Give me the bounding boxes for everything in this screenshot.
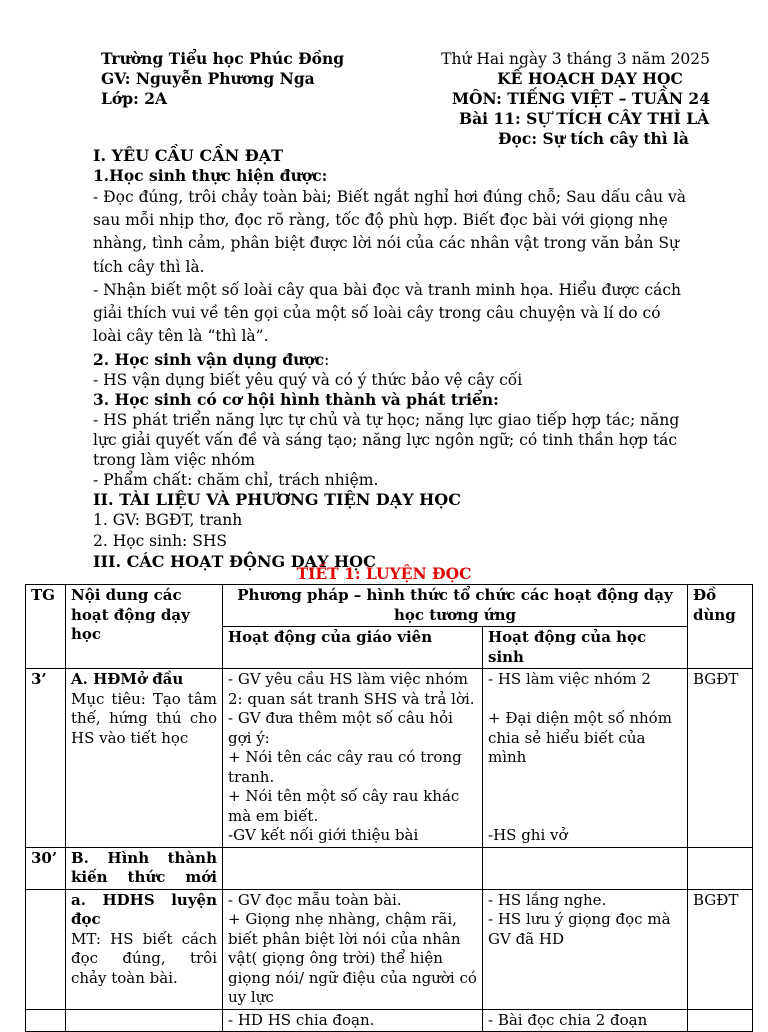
section-1-sub2 xyxy=(93,350,688,370)
plan-subject: MÔN: TIẾNG VIỆT – TUẦN 24 xyxy=(451,89,710,108)
row1-tg: 3’ xyxy=(26,669,66,848)
row2-student xyxy=(483,847,688,889)
school-name: Trường Tiểu học Phúc Đồng xyxy=(101,49,345,68)
row1-student-3: -HS ghi vở xyxy=(488,826,568,844)
plan-title: KẾ HOẠCH DẠY HỌC xyxy=(497,69,683,88)
row1-student-1: - HS làm việc nhóm 2 xyxy=(488,670,651,688)
row1-content xyxy=(66,669,223,848)
row4-content xyxy=(66,1009,223,1032)
col-content: Nội dung các hoạt động dạy học xyxy=(66,585,223,669)
section-3-title: III. CÁC HOẠT ĐỘNG DẠY HỌC xyxy=(93,552,376,572)
row3-student xyxy=(483,889,688,1009)
plan-lesson: Bài 11: SỰ TÍCH CÂY THÌ LÀ xyxy=(459,109,710,128)
col-method: Phương pháp – hình thức tổ chức các hoạt động dạy học tương ứng xyxy=(223,585,688,627)
section-1-sub3: 3. Học sinh có cơ hội hình thành và phát triển: xyxy=(93,390,499,410)
spacer xyxy=(488,807,682,827)
tiet-heading: TIẾT 1: LUYỆN ĐỌC xyxy=(296,564,472,583)
table-row xyxy=(26,669,753,848)
section-1-p3: - HS vận dụng biết yêu quý và có ý thức bảo vệ cây cối xyxy=(93,371,523,390)
row3-teacher-2: + Giọng nhẹ nhàng, chậm rãi, biết phân biệt lời nói của nhân vật( giọng ông trời) thể hiện giọng nói/ ngữ điệu của người có uy lực xyxy=(228,910,477,1006)
section-2-item2: 2. Học sinh: SHS xyxy=(93,532,227,551)
section-2-title: II. TÀI LIỆU VÀ PHƯƠNG TIỆN DẠY HỌC xyxy=(93,490,461,510)
table-row xyxy=(26,889,753,1009)
row3-content xyxy=(66,889,223,1009)
col-tg: TG xyxy=(26,585,66,669)
section-2-item1: 1. GV: BGĐT, tranh xyxy=(93,511,243,530)
row3-tools: BGĐT xyxy=(688,889,753,1009)
section-1-title: I. YÊU CẦU CẦN ĐẠT xyxy=(93,146,284,165)
section-1-sub1: 1.Học sinh thực hiện được: xyxy=(93,166,328,185)
table-row xyxy=(26,847,753,889)
row1-teacher-3: + Nói tên các cây rau có trong tranh. xyxy=(228,748,462,786)
spacer xyxy=(488,768,682,788)
table-row xyxy=(26,1009,753,1032)
activity-table xyxy=(25,584,753,1032)
row2-tools xyxy=(688,847,753,889)
row1-student-2: + Đại diện một số nhóm chia sẻ hiểu biết của mình xyxy=(488,709,672,766)
section-1-sub2-label: 2. Học sinh vận dụng được xyxy=(93,350,325,370)
row4-tg xyxy=(26,1009,66,1032)
row3-goal: MT: HS biết cách đọc đúng, trôi chảy toàn bài. xyxy=(71,929,217,987)
row1-tools: BGĐT xyxy=(688,669,753,848)
spacer xyxy=(488,690,682,710)
row3-tg xyxy=(26,889,66,1009)
row1-teacher-1: - GV yêu cầu HS làm việc nhóm 2: quan sát tranh SHS và trả lời. xyxy=(228,670,475,708)
row3-student-1: - HS lắng nghe. xyxy=(488,890,607,909)
row1-teacher-2: - GV đưa thêm một số câu hỏi gợi ý: xyxy=(228,709,453,747)
row2-teacher xyxy=(223,847,483,889)
section-1-p4: - HS phát triển năng lực tự chủ và tự học; năng lực giao tiếp hợp tác; năng lực giải quyết vấn đề và sáng tạo; năng lực ngôn ngữ; có tinh thần hợp tác trong làm việc nhóm xyxy=(93,411,680,470)
plan-info xyxy=(440,49,710,149)
row2-tg: 30’ xyxy=(26,847,66,889)
row1-teacher-5: -GV kết nối giới thiệu bài xyxy=(228,826,419,844)
row4-tools xyxy=(688,1009,753,1032)
row3-teacher-1: - GV đọc mẫu toàn bài. xyxy=(228,890,402,909)
table-header-row xyxy=(26,585,753,627)
row3-teacher xyxy=(223,889,483,1009)
spacer xyxy=(488,787,682,807)
plan-reading: Đọc: Sự tích cây thì là xyxy=(498,129,689,148)
teacher-name: GV: Nguyễn Phương Nga xyxy=(101,69,315,88)
row4-student: - Bài đọc chia 2 đoạn xyxy=(483,1009,688,1032)
section-1-sub2-colon: : xyxy=(324,351,330,370)
row3-student-2: - HS lưu ý giọng đọc mà GV đã HD xyxy=(488,910,671,948)
row4-teacher: - HD HS chia đoạn. xyxy=(223,1009,483,1032)
row1-student xyxy=(483,669,688,848)
row3-title: a. HDHS luyện đọc xyxy=(71,890,217,928)
col-teacher: Hoạt động của giáo viên xyxy=(223,627,483,669)
row1-teacher-4: + Nói tên một số cây rau khác mà em biết. xyxy=(228,787,460,825)
row1-teacher xyxy=(223,669,483,848)
col-tools: Đồ dùng xyxy=(688,585,753,669)
row1-goal: Mục tiêu: Tạo tâm thế, hứng thú cho HS vào tiết học xyxy=(71,689,217,747)
school-info xyxy=(101,49,344,109)
section-1-p1: - Đọc đúng, trôi chảy toàn bài; Biết ngắt nghỉ hơi đúng chỗ; Sau dấu câu và sau mỗi nhịp thơ, đọc rõ ràng, tốc độ phù hợp. Biết đọc bài với giọng nhẹ nhàng, tình cảm, phân biệt được lời nói của các nhân vật trong văn bản Sự tích cây thì là. xyxy=(93,188,686,276)
plan-date: Thứ Hai ngày 3 tháng 3 năm 2025 xyxy=(441,50,710,68)
lesson-body xyxy=(93,146,688,572)
col-student: Hoạt động của học sinh xyxy=(483,627,688,669)
class-name: Lớp: 2A xyxy=(101,89,168,108)
section-1-p5: - Phẩm chất: chăm chỉ, trách nhiệm. xyxy=(93,471,379,490)
row2-title: B. Hình thành kiến thức mới xyxy=(66,847,223,889)
section-1-p2: - Nhận biết một số loài cây qua bài đọc và tranh minh họa. Hiểu được cách giải thích vui về tên gọi của một số loài cây trong câu chuyện và lí do có loài cây tên là “thì là”. xyxy=(93,280,681,346)
row1-title: A. HĐMở đầu xyxy=(71,670,184,688)
